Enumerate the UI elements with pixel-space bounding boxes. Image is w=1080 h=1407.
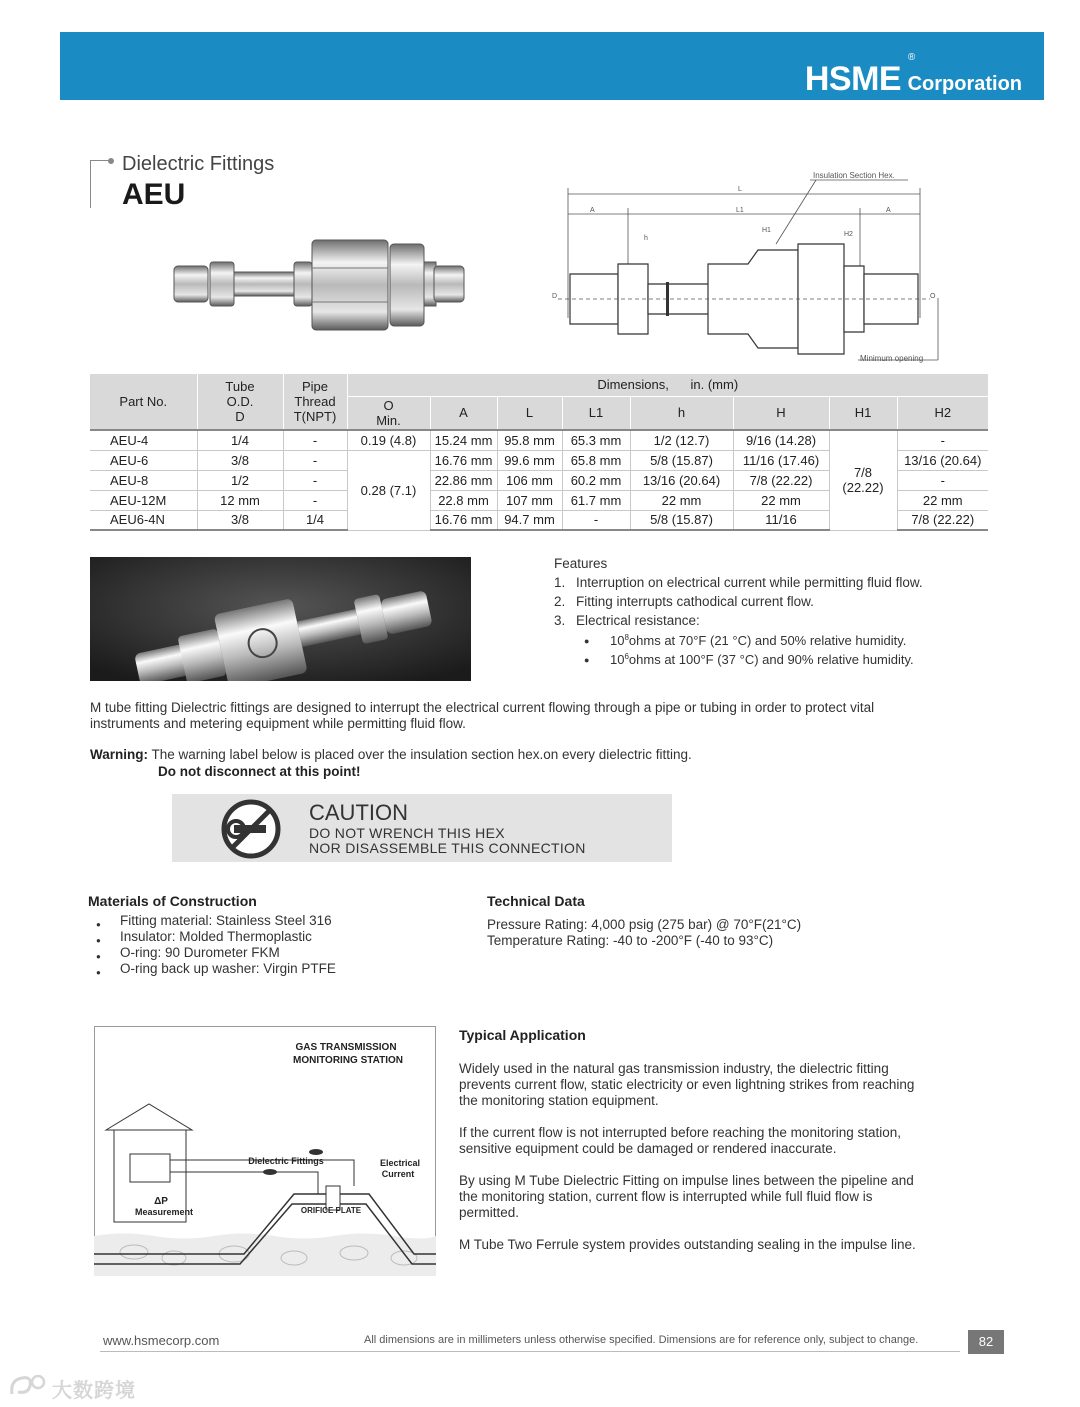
header-pipe-thread: Pipe Thread T(NPT) — [283, 374, 347, 430]
title-bracket-vertical — [90, 160, 91, 208]
drawing-label-L1: L1 — [736, 207, 744, 214]
footer-note: All dimensions are in millimeters unless otherwise specified. Dimensions are for reference only, subject to change. — [364, 1334, 919, 1346]
dp-label-2: Measurement — [134, 1207, 194, 1217]
watermark-text: 大数跨境 — [52, 1380, 136, 1402]
category-title: Dielectric Fittings — [122, 153, 275, 175]
station-label-1: GAS TRANSMISSION — [295, 1042, 397, 1053]
title-bullet — [108, 158, 114, 164]
application-paragraph: M Tube Two Ferrule system provides outstanding sealing in the impulse line. — [459, 1237, 916, 1252]
header-bar — [60, 32, 1044, 100]
drawing-label-D: D — [552, 293, 558, 300]
caution-label — [172, 794, 672, 862]
drawing-label-h: h — [644, 235, 648, 242]
materials-list — [96, 913, 336, 977]
technical-title: Technical Data — [487, 893, 585, 909]
watermark-icon — [8, 1372, 50, 1400]
feature-item: 3. Electrical resistance: — [554, 613, 700, 628]
table-row: AEU6-4N 3/8 1/4 16.76 mm 94.7 mm - 5/8 (15.87) 11/16 7/8 (22.22) — [90, 510, 988, 530]
list-item: ● Insulator: Molded Thermoplastic — [96, 929, 336, 945]
materials-title: Materials of Construction — [88, 893, 257, 909]
brand-name: HSME — [804, 60, 902, 98]
product-photo — [90, 557, 471, 681]
no-wrench-icon — [220, 798, 282, 860]
header-tube-od: Tube O.D. D — [197, 374, 283, 430]
dielectric-label: Dielectric Fittings — [248, 1156, 324, 1166]
footer-url[interactable]: www.hsmecorp.com — [103, 1333, 220, 1348]
page-number: 82 — [968, 1330, 1004, 1354]
resistance-item: ● $10^6ohms$ at 100°F (37 °C) and 90% relative humidity. — [584, 649, 923, 668]
application-diagram — [94, 1026, 436, 1276]
drawing-label-H1: H1 — [762, 227, 771, 234]
brand-logo — [804, 52, 1022, 99]
description: M tube fitting Dielectric fittings are designed to interrupt the electrical current flowing through a pipe or tubing in order to protect vital instruments and metering equipment while permitting fluid flow. — [90, 700, 875, 731]
product-illustration — [168, 228, 470, 338]
warning-bold: Do not disconnect at this point! — [158, 764, 361, 779]
technical-drawing — [548, 168, 940, 368]
temperature-rating: Temperature Rating: -40 to -200°F (-40 to 93°C) — [487, 933, 774, 948]
footer-divider — [100, 1351, 960, 1352]
table-row: AEU-4 1/4 - 0.19 (4.8) 15.24 mm 95.8 mm 65.3 mm 1/2 (12.7) 9/16 (14.28) 7/8 (22.22) - — [90, 430, 988, 450]
dimensions-table — [90, 374, 988, 531]
insulation-label: Insulation Section Hex. — [813, 171, 895, 180]
caution-line2: NOR DISASSEMBLE THIS CONNECTION — [309, 840, 586, 856]
features-title: Features — [554, 556, 608, 571]
registered-mark: ® — [907, 52, 916, 63]
dp-label-1: ΔP — [154, 1196, 168, 1207]
caution-title: CAUTION — [309, 800, 408, 825]
header-o-min: O Min. — [347, 396, 430, 430]
header-h2: H2 — [897, 396, 988, 430]
drawing-label-O: O — [930, 293, 936, 300]
list-item: ● O-ring: 90 Durometer FKM — [96, 945, 336, 961]
application-paragraph: If the current flow is not interrupted before reaching the monitoring station, sensitive equipment could be damaged or rendered inaccurate. — [459, 1125, 901, 1156]
title-bracket-horizontal — [90, 160, 110, 161]
drawing-label-A-left: A — [590, 207, 595, 214]
orifice-label: ORIFICE PLATE — [300, 1206, 362, 1215]
header-h1: H1 — [829, 396, 897, 430]
product-code: AEU — [122, 178, 186, 211]
header-dimensions: Dimensions, in. (mm) — [347, 374, 988, 396]
table-row: AEU-8 1/2 - 22.86 mm 106 mm 60.2 mm 13/16 (20.64) 7/8 (22.22) - — [90, 470, 988, 490]
header-a: A — [430, 396, 497, 430]
list-item: ● O-ring back up washer: Virgin PTFE — [96, 961, 336, 977]
feature-item: 2. Fitting interrupts cathodical current flow. — [554, 594, 814, 609]
warning-line: Warning: The warning label below is placed over the insulation section hex.on every dielectric fitting. — [90, 747, 692, 762]
table-row: AEU-12M 12 mm - 22.8 mm 107 mm 61.7 mm 22 mm 22 mm 22 mm — [90, 490, 988, 510]
o-min-merged: 0.28 (7.1) — [347, 450, 430, 530]
header-l: L — [497, 396, 562, 430]
feature-item: 1. Interruption on electrical current while permitting fluid flow. — [554, 575, 923, 590]
header-h-large: H — [733, 396, 829, 430]
application-paragraph: Widely used in the natural gas transmission industry, the dielectric fitting prevents current flow, static electricity or even lightning strikes from reaching the monitoring station equipment. — [459, 1061, 915, 1108]
header-part-no: Part No. — [90, 374, 197, 430]
application-paragraph: By using M Tube Dielectric Fitting on impulse lines between the pipeline and the monitoring station, current flow is interrupted while full fluid flow is permitted. — [459, 1173, 914, 1220]
drawing-label-H2: H2 — [844, 231, 853, 238]
drawing-label-A-right: A — [886, 207, 891, 214]
min-opening-label: Minimum opening — [860, 354, 924, 363]
electrical-label-1: Electrical — [379, 1158, 421, 1168]
features-section — [554, 556, 923, 668]
station-label-2: MONITORING STATION — [293, 1055, 403, 1066]
table-row: AEU-6 3/8 - 0.28 (7.1) 16.76 mm 99.6 mm 65.8 mm 5/8 (15.87) 11/16 (17.46) 13/16 (20.64) — [90, 450, 988, 470]
list-item: ● Fitting material: Stainless Steel 316 — [96, 913, 336, 929]
resistance-item: ● $10^8ohms$ at 70°F (21 °C) and 50% relative humidity. — [584, 630, 923, 649]
pressure-rating: Pressure Rating: 4,000 psig (275 bar) @ 70°F(21°C) — [487, 917, 802, 932]
o-min-first: 0.19 (4.8) — [347, 430, 430, 450]
header-h-small: h — [630, 396, 733, 430]
electrical-label-2: Current — [381, 1169, 415, 1179]
warning-label: Warning: — [90, 747, 148, 762]
caution-line1: DO NOT WRENCH THIS HEX — [309, 825, 505, 841]
h1-merged: 7/8 (22.22) — [829, 430, 897, 530]
drawing-label-L: L — [738, 186, 742, 193]
application-title: Typical Application — [459, 1027, 586, 1043]
brand-corporation: Corporation — [907, 73, 1022, 95]
header-l1: L1 — [562, 396, 630, 430]
